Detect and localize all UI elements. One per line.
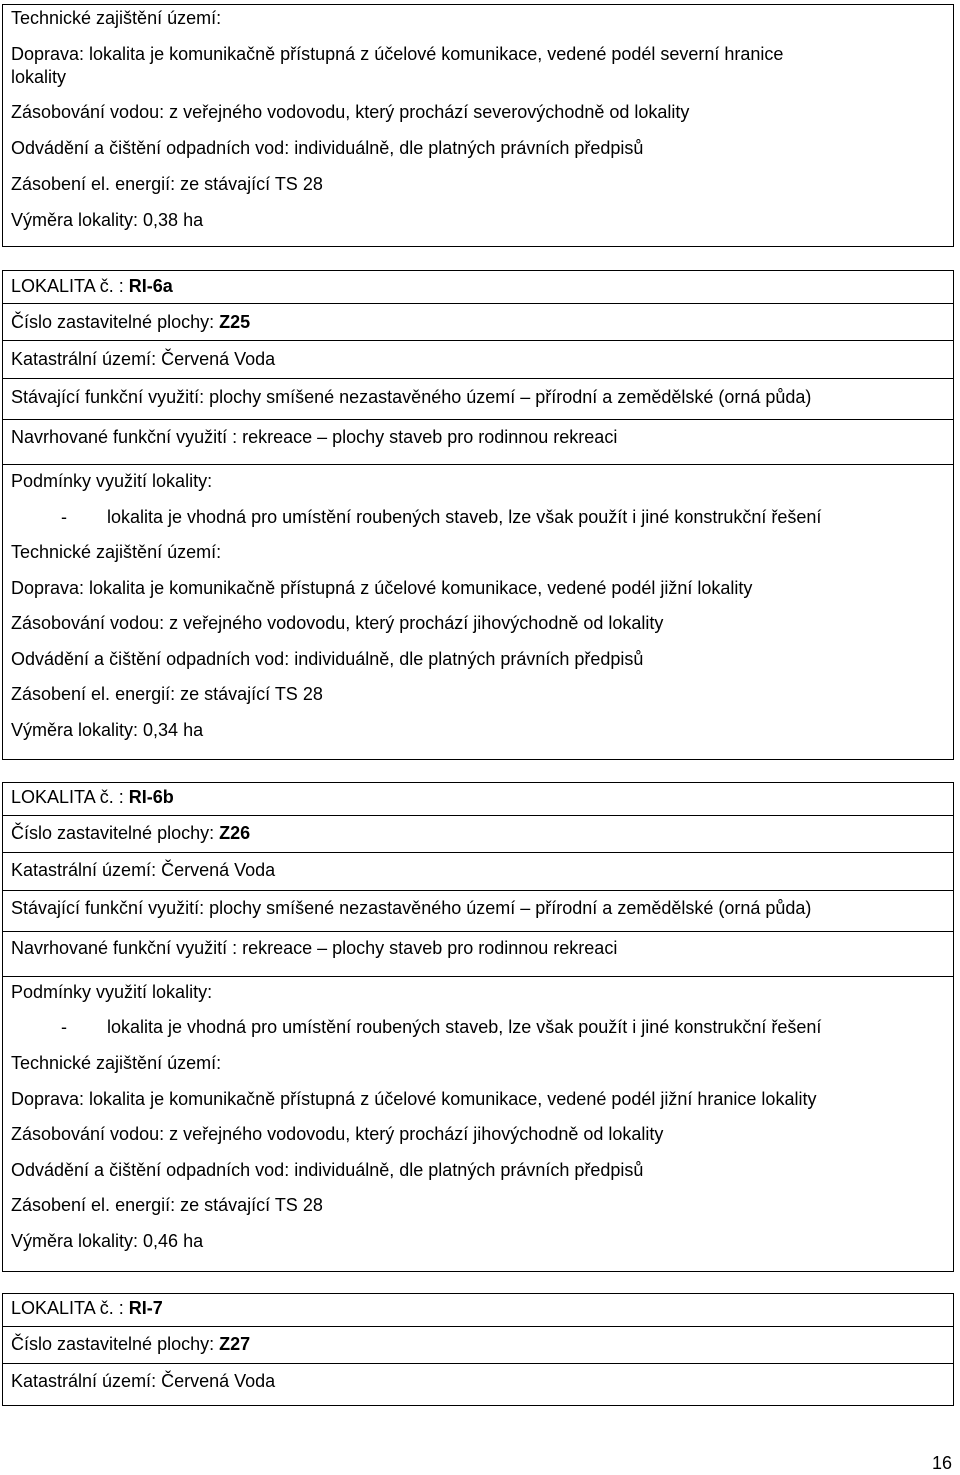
podminky-heading: Podmínky využití lokality: xyxy=(11,982,213,1002)
podminky-bullet: lokalita je vhodná pro umístění roubených staveb, lze však použít i jiné konstrukční řešení xyxy=(107,1017,822,1037)
page-number: 16 xyxy=(931,1453,952,1473)
zasobeni-energii: Zásobení el. energií: ze stávající TS 28 xyxy=(11,174,323,194)
bullet-dash: - xyxy=(61,1017,67,1037)
doprava-line-1: Doprava: lokalita je komunikačně přístupná z účelové komunikace, vedené podél severní hranice xyxy=(11,44,784,64)
zasobeni-energii: Zásobení el. energií: ze stávající TS 28 xyxy=(11,684,323,704)
doprava-line-2: lokality xyxy=(11,67,67,87)
odvadeni-vod: Odvádění a čištění odpadních vod: individuálně, dle platných právních předpisů xyxy=(11,1160,644,1180)
stavajici-vyuziti: Stávající funkční využití: plochy smíšené nezastavěného území – přírodní a zemědělské (orná půda) xyxy=(11,387,812,407)
zasobeni-energii: Zásobení el. energií: ze stávající TS 28 xyxy=(11,1195,323,1215)
navrhovane-vyuziti: Navrhované funkční využití : rekreace – plochy staveb pro rodinnou rekreaci xyxy=(11,938,618,958)
podminky-heading: Podmínky využití lokality: xyxy=(11,471,213,491)
block-lokalita-ri-6a xyxy=(2,270,954,760)
doprava: Doprava: lokalita je komunikačně přístupná z účelové komunikace, vedené podél jižní hranice lokality xyxy=(11,1089,817,1109)
vymera: Výměra lokality: 0,38 ha xyxy=(11,210,204,230)
navrhovane-vyuziti: Navrhované funkční využití : rekreace – plochy staveb pro rodinnou rekreaci xyxy=(11,427,618,447)
block-lokalita-ri-7 xyxy=(2,1293,954,1406)
zasobovani-vodou: Zásobování vodou: z veřejného vodovodu, který prochází jihovýchodně od lokality xyxy=(11,613,664,633)
stavajici-vyuziti: Stávající funkční využití: plochy smíšené nezastavěného území – přírodní a zemědělské (orná půda) xyxy=(11,898,812,918)
technical-heading: Technické zajištění území: xyxy=(11,8,222,28)
katastralni-uzemi: Katastrální území: Červená Voda xyxy=(11,1371,276,1391)
katastralni-uzemi: Katastrální území: Červená Voda xyxy=(11,349,276,369)
block-lokalita-ri-6b xyxy=(2,782,954,1272)
doprava: Doprava: lokalita je komunikačně přístupná z účelové komunikace, vedené podél jižní lokality xyxy=(11,578,753,598)
podminky-bullet: lokalita je vhodná pro umístění roubených staveb, lze však použít i jiné konstrukční řešení xyxy=(107,507,822,527)
zasobovani-vodou: Zásobování vodou: z veřejného vodovodu, který prochází jihovýchodně od lokality xyxy=(11,1124,664,1144)
plocha-number: Číslo zastavitelné plochy: Z26 xyxy=(11,823,251,843)
vymera: Výměra lokality: 0,46 ha xyxy=(11,1231,204,1251)
technical-heading: Technické zajištění území: xyxy=(11,542,222,562)
lokalita-title: LOKALITA č. : RI-6b xyxy=(11,787,174,807)
plocha-number: Číslo zastavitelné plochy: Z25 xyxy=(11,312,251,332)
zasobovani-vodou: Zásobování vodou: z veřejného vodovodu, který prochází severovýchodně od lokality xyxy=(11,102,690,122)
katastralni-uzemi: Katastrální území: Červená Voda xyxy=(11,860,276,880)
odvadeni-vod: Odvádění a čištění odpadních vod: individuálně, dle platných právních předpisů xyxy=(11,138,644,158)
technical-heading: Technické zajištění území: xyxy=(11,1053,222,1073)
odvadeni-vod: Odvádění a čištění odpadních vod: individuálně, dle platných právních předpisů xyxy=(11,649,644,669)
plocha-number: Číslo zastavitelné plochy: Z27 xyxy=(11,1334,251,1354)
lokalita-title: LOKALITA č. : RI-6a xyxy=(11,276,173,296)
block-continuation xyxy=(2,4,954,247)
lokalita-title: LOKALITA č. : RI-7 xyxy=(11,1298,163,1318)
vymera: Výměra lokality: 0,34 ha xyxy=(11,720,204,740)
bullet-dash: - xyxy=(61,507,67,527)
